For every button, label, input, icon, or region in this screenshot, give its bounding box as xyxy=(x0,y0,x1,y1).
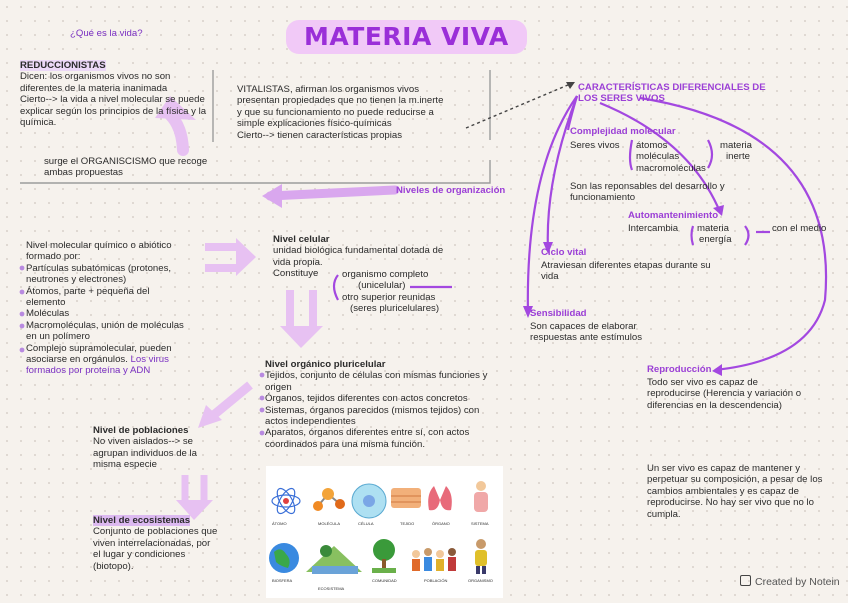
molecular-line: Macromoléculas, unión de moléculas xyxy=(26,319,184,331)
nivel-molecular-block xyxy=(26,240,184,377)
atom-icon xyxy=(272,486,300,516)
celular-options xyxy=(342,269,439,315)
label-sistema: SISTEMA xyxy=(471,521,489,526)
poblaciones-line: No viven aislados--> se xyxy=(93,436,193,448)
virus-note: Los virus xyxy=(130,354,169,366)
ciclo-heading: Ciclo vital xyxy=(541,247,587,258)
organism-icon xyxy=(475,539,487,574)
reduccionistas-heading: REDUCCIONISTAS xyxy=(20,60,106,71)
ciclo-block xyxy=(541,260,711,283)
page-title: MATERIA VIVA xyxy=(286,20,527,54)
ecosistemas-line: Conjunto de poblaciones que xyxy=(93,526,218,538)
ciclo-line: Atraviesan diferentes etapas durante su xyxy=(541,260,711,271)
ecosystem-icon xyxy=(306,545,362,574)
ecosistemas-line: (biotopo). xyxy=(93,560,134,572)
organico-line: actos independientes xyxy=(265,416,356,428)
organiscismo-line: ambas propuestas xyxy=(44,167,123,179)
conclusion-block xyxy=(647,463,822,520)
reduccionistas-line: explicar según los principios de la física y la xyxy=(20,105,207,117)
celular-heading: Nivel celular xyxy=(273,234,330,245)
caracteristicas-heading-line: LOS SERES VIVOS xyxy=(578,93,665,105)
nivel-poblaciones-block xyxy=(93,425,197,471)
vitalistas-line: simple explicaciones físico-químicas xyxy=(237,118,392,130)
complejidad-tail xyxy=(570,181,725,204)
complejidad-item: átomos xyxy=(636,140,668,151)
molecular-line: formado por: xyxy=(26,251,81,263)
caracteristicas-heading-line: CARACTERÍSTICAS DIFERENCIALES DE xyxy=(578,82,766,93)
vitalistas-line: Cierto--> tienen características propias xyxy=(237,129,403,141)
ecosistemas-line: el lugar y condiciones xyxy=(93,549,186,561)
reduccionistas-line: química. xyxy=(20,117,57,129)
biosphere-icon xyxy=(269,543,299,573)
poblaciones-line: agrupan individuos de la xyxy=(93,447,198,459)
celular-option: organismo completo xyxy=(342,269,429,280)
molecular-line: neutrones y electrones) xyxy=(26,274,127,286)
automantenimiento-item: energía xyxy=(699,234,732,246)
vitalistas-block xyxy=(237,84,443,141)
automantenimiento-item: materia xyxy=(697,223,729,234)
virus-note: formados por proteína y ADN xyxy=(26,365,151,377)
organico-line: origen xyxy=(265,381,292,393)
niveles-label: Niveles de organización xyxy=(396,185,506,196)
reproduccion-line: reproducirse (Herencia y variación o xyxy=(647,388,802,400)
celular-option: otro superior reunidas xyxy=(342,291,436,303)
label-molecula: MOLÉCULA xyxy=(318,521,341,526)
reduccionistas-line: Cierto--> la vida a nivel molecular se puede xyxy=(20,94,205,106)
complejidad-tail-line: Son las reponsables del desarrollo y xyxy=(570,181,725,192)
organ-icon xyxy=(428,486,452,510)
reproduccion-line: diferencias en la descendencia) xyxy=(647,399,782,411)
poblaciones-line: misma especie xyxy=(93,459,157,471)
system-icon xyxy=(474,481,488,512)
complejidad-tail-line: funcionamiento xyxy=(570,192,636,204)
organico-line: coordinados para una misma función. xyxy=(265,438,425,450)
ecosistemas-heading: Nivel de ecosistemas xyxy=(93,515,191,526)
label-organo: ÓRGANO xyxy=(432,521,450,526)
label-poblacion: POBLACIÓN xyxy=(424,578,448,583)
reduccionistas-line: diferentes de la materia inanimada xyxy=(20,82,168,94)
complejidad-item: moléculas xyxy=(636,151,680,163)
complejidad-prefix: Seres vivos xyxy=(570,140,620,151)
organico-line: Tejidos, conjunto de células con mismas funciones y xyxy=(265,370,488,382)
label-tejido: TEJIDO xyxy=(400,521,415,526)
celular-line: unidad biológica fundamental dotada de xyxy=(273,245,444,257)
complejidad-item: inerte xyxy=(726,151,750,163)
organico-line: Aparatos, órganos diferentes entre sí, con actos xyxy=(265,427,470,439)
organiscismo-line: surge el ORGANISCISMO que recoge xyxy=(44,156,208,167)
nivel-organico-block xyxy=(265,359,487,450)
levels-illustration xyxy=(266,466,503,598)
molecular-line: Nivel molecular químico o abiótico xyxy=(26,240,172,251)
celular-option: (seres pluricelulares) xyxy=(350,303,440,315)
community-icon xyxy=(372,539,396,573)
molecular-line: Complejo supramolecular, pueden xyxy=(26,342,172,354)
celular-line: Constituye xyxy=(273,268,319,280)
notein-logo-icon xyxy=(740,575,751,586)
cell-icon xyxy=(352,484,386,518)
label-atomo: ÁTOMO xyxy=(272,521,287,526)
reduccionistas-line: Dicen: los organismos vivos no son xyxy=(20,71,171,83)
automantenimiento-col xyxy=(697,223,732,246)
organico-line: Órganos, tejidos diferentes con actos concretos xyxy=(265,393,468,405)
complejidad-item: materia xyxy=(720,140,752,151)
conclusion-line: cambios ambientales y es capaz de xyxy=(647,485,799,497)
vitalistas-line: VITALISTAS, afirman los organismos vivos xyxy=(237,84,419,95)
sensibilidad-line: Son capaces de elaborar xyxy=(530,321,637,332)
sensibilidad-block xyxy=(530,321,642,344)
poblaciones-heading: Nivel de poblaciones xyxy=(93,425,189,436)
label-biosfera: BIOSFERA xyxy=(272,578,293,583)
conclusion-line: reproducirse. No hay ser vivo que no lo xyxy=(647,497,814,509)
molecular-line: elemento xyxy=(26,297,66,309)
population-icon xyxy=(412,548,456,571)
automantenimiento-prefix: Intercambia xyxy=(628,223,679,234)
reproduccion-block xyxy=(647,377,801,411)
conclusion-line: perpetuar su composición, a pesar de los xyxy=(647,474,823,486)
celular-option: (unicelular) xyxy=(358,280,406,292)
complejidad-heading: Complejidad molecular xyxy=(570,126,676,137)
conclusion-line: cumpla. xyxy=(647,508,681,520)
vitalistas-line: y que su funcionamiento no puede reducirse a xyxy=(237,106,434,118)
celular-line: vida propia. xyxy=(273,256,323,268)
molecular-line: en un polímero xyxy=(26,331,90,343)
complejidad-item: macromoléculas xyxy=(636,162,706,174)
complejidad-col2 xyxy=(720,140,752,163)
automantenimiento-tail: con el medio xyxy=(772,223,827,234)
ciclo-line: vida xyxy=(541,271,559,283)
organico-line: Sistemas, órganos parecidos (mismos tejidos) con xyxy=(265,404,480,416)
reproduccion-line: Todo ser vivo es capaz de xyxy=(647,377,758,388)
molecular-line: Moléculas xyxy=(26,308,70,320)
reduccionistas-block xyxy=(20,60,206,128)
conclusion-line: Un ser vivo es capaz de mantener y xyxy=(647,463,801,474)
nivel-ecosistemas-block xyxy=(93,515,217,572)
sensibilidad-line: respuestas ante estímulos xyxy=(530,332,642,344)
label-ecosistema: ECOSISTEMA xyxy=(318,586,345,591)
label-organismo: ORGANISMO xyxy=(468,578,493,583)
molecular-line: Partículas subatómicas (protones, xyxy=(26,262,172,274)
ecosistemas-line: viven interrelacionadas, por xyxy=(93,537,211,549)
caracteristicas-heading xyxy=(578,82,766,105)
label-comunidad: COMUNIDAD xyxy=(372,578,397,583)
automantenimiento-heading: Automantenimiento xyxy=(628,210,719,221)
complejidad-col1 xyxy=(636,140,706,174)
organiscismo-block xyxy=(44,156,207,179)
reproduccion-heading: Reproducción xyxy=(647,364,712,375)
molecule-icon xyxy=(313,488,345,511)
footer-text: Created by Notein xyxy=(755,576,840,588)
molecular-line: Átomos, parte + pequeña del xyxy=(26,285,150,297)
organico-heading: Nivel orgánico pluricelular xyxy=(265,359,386,370)
question-label: ¿Qué es la vida? xyxy=(70,28,143,39)
label-celula: CÉLULA xyxy=(358,521,374,526)
sensibilidad-heading: Sensibilidad xyxy=(530,308,587,319)
molecular-line: asociarse en orgánulos. xyxy=(26,354,128,366)
tissue-icon xyxy=(391,488,421,508)
footer-credit xyxy=(740,575,840,588)
vitalistas-line: presentan propiedades que no tienen la m.inerte xyxy=(237,95,444,107)
